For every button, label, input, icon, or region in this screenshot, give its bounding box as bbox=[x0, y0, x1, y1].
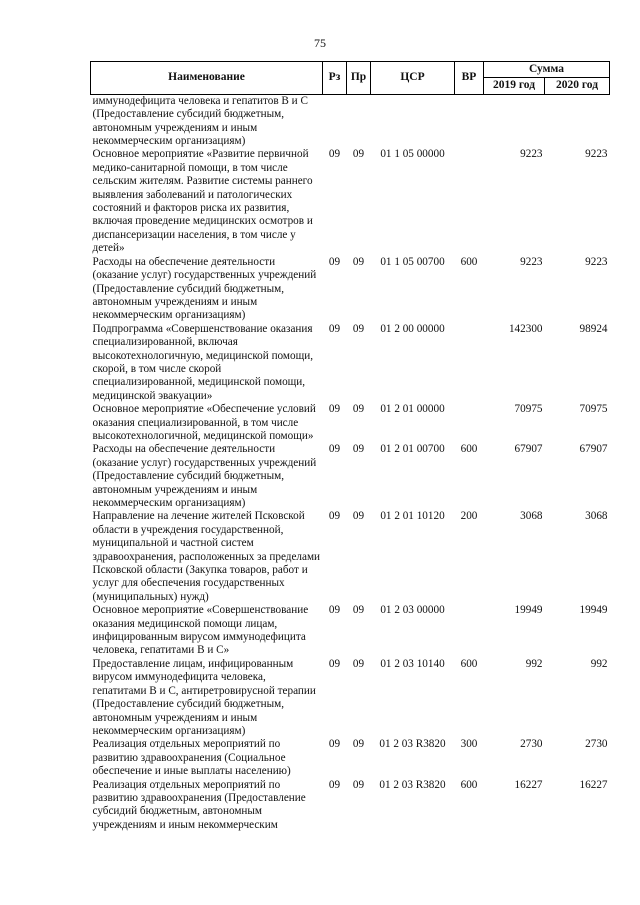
row-vr bbox=[455, 604, 484, 658]
row-rz: 09 bbox=[328, 403, 341, 416]
row-vr bbox=[455, 323, 484, 403]
table-row bbox=[91, 510, 610, 604]
row-vr: 600 bbox=[460, 778, 478, 791]
row-name: Направление на лечение жителей Псковской области в учреждения государственной, муниципальной и частной систем здравоохранения, расположенных за пределами Псковской области (Закупка товаров, работ и услуг для обеспечения государственных (муниципальных) нужд) bbox=[92, 510, 321, 603]
row-csr: 01 2 03 10140 bbox=[380, 657, 445, 670]
row-vr: 300 bbox=[460, 738, 478, 751]
row-name: Основное мероприятие «Совершенствование оказания медицинской помощи лицам, инфицированным вирусом иммунодефицита человека, гепатитами В и С» bbox=[92, 604, 309, 657]
row-vr bbox=[455, 148, 484, 255]
table-row bbox=[91, 323, 610, 403]
header-pr: Пр bbox=[347, 62, 371, 95]
row-pr bbox=[347, 94, 371, 148]
row-name: Реализация отдельных мероприятий по развитию здравоохранения (Социальное обеспечение и иные выплаты населению) bbox=[92, 738, 291, 778]
row-csr: 01 2 01 00700 bbox=[380, 443, 445, 456]
row-sum-2019 bbox=[484, 94, 545, 148]
row-pr: 09 bbox=[352, 510, 365, 523]
table-row bbox=[91, 738, 610, 778]
row-sum-2019: 992 bbox=[525, 657, 543, 670]
row-pr: 09 bbox=[352, 322, 365, 335]
row-sum-2019: 67907 bbox=[514, 443, 543, 456]
table-row bbox=[91, 604, 610, 658]
row-rz: 09 bbox=[328, 255, 341, 268]
row-name: Расходы на обеспечение деятельности (оказание услуг) государственных учреждений (Предоставление субсидий бюджетным, автономным учреждениям и иным некоммерческим организациям) bbox=[92, 255, 317, 322]
row-name: Предоставление лицам, инфицированным вирусом иммунодефицита человека, гепатитами В и С, антиретровирусной терапии (Предоставление субсидий бюджетным, автономным учреждениям и иным некоммерческим организациям) bbox=[92, 657, 316, 737]
row-csr: 01 2 03 R3820 bbox=[379, 778, 446, 791]
page-number: 75 bbox=[314, 36, 326, 50]
row-rz: 09 bbox=[328, 510, 341, 523]
row-sum-2019: 3068 bbox=[520, 510, 543, 523]
budget-table bbox=[90, 61, 610, 832]
row-name: Основное мероприятие «Развитие первичной медико-санитарной помощи, в том числе сельским жителям. Развитие системы раннего выявления заболеваний и патологических состояний и факторов риска их развития, включая проведение медицинских осмотров и диспансеризации населения, в том числе у детей» bbox=[92, 148, 313, 255]
row-sum-2019: 9223 bbox=[520, 148, 543, 161]
row-rz: 09 bbox=[328, 738, 341, 751]
row-pr: 09 bbox=[352, 148, 365, 161]
header-name: Наименование bbox=[91, 62, 323, 95]
row-sum-2019: 19949 bbox=[514, 604, 543, 617]
row-sum-2019: 2730 bbox=[520, 738, 543, 751]
row-sum-2020 bbox=[545, 94, 610, 148]
row-sum-2020: 19949 bbox=[579, 604, 608, 617]
row-rz: 09 bbox=[328, 778, 341, 791]
row-vr bbox=[455, 94, 484, 148]
header-sum: Сумма bbox=[484, 62, 610, 78]
row-csr: 01 2 01 00000 bbox=[380, 403, 445, 416]
row-pr: 09 bbox=[352, 255, 365, 268]
row-sum-2019: 142300 bbox=[508, 322, 543, 335]
row-csr: 01 2 01 10120 bbox=[380, 510, 445, 523]
row-sum-2020: 67907 bbox=[579, 443, 608, 456]
table-row bbox=[91, 94, 610, 148]
row-sum-2020: 992 bbox=[590, 657, 608, 670]
row-name: Расходы на обеспечение деятельности (оказание услуг) государственных учреждений (Предоставление субсидий бюджетным, автономным учреждениям и иным некоммерческим организациям) bbox=[92, 443, 317, 509]
table-row bbox=[91, 658, 610, 738]
table-row bbox=[91, 779, 610, 833]
row-vr bbox=[455, 403, 484, 443]
row-vr: 600 bbox=[460, 443, 478, 456]
table-row bbox=[91, 443, 610, 510]
row-vr: 600 bbox=[460, 657, 478, 670]
row-sum-2020: 3068 bbox=[585, 510, 608, 523]
row-csr bbox=[371, 94, 455, 148]
row-name: Основное мероприятие «Обеспечение условий оказания специализированной, в том числе высокотехнологичной, медицинской помощи» bbox=[92, 403, 316, 442]
row-pr: 09 bbox=[352, 443, 365, 456]
row-sum-2019: 9223 bbox=[520, 255, 543, 268]
row-csr: 01 1 05 00000 bbox=[380, 148, 445, 161]
header-year-2019: 2019 год bbox=[484, 78, 545, 94]
row-sum-2020: 9223 bbox=[585, 255, 608, 268]
row-pr: 09 bbox=[352, 604, 365, 617]
row-csr: 01 1 05 00700 bbox=[380, 255, 445, 268]
row-sum-2020: 98924 bbox=[579, 322, 608, 335]
row-csr: 01 2 00 00000 bbox=[380, 322, 445, 335]
row-pr: 09 bbox=[352, 657, 365, 670]
row-rz: 09 bbox=[328, 443, 341, 456]
row-name: иммунодефицита человека и гепатитов В и С (Предоставление субсидий бюджетным, автономным учреждениям и иным некоммерческим организациям) bbox=[92, 94, 308, 148]
table-row bbox=[91, 148, 610, 255]
row-pr: 09 bbox=[352, 738, 365, 751]
table-row bbox=[91, 403, 610, 443]
row-rz: 09 bbox=[328, 657, 341, 670]
row-pr: 09 bbox=[352, 778, 365, 791]
header-year-2020: 2020 год bbox=[545, 78, 610, 94]
row-name: Реализация отдельных мероприятий по развитию здравоохранения (Предоставление субсидий бюджетным, автономным учреждениям и иным некоммерческим bbox=[92, 778, 306, 831]
header-rz: Рз bbox=[323, 62, 347, 95]
row-sum-2020: 16227 bbox=[579, 778, 608, 791]
table-body bbox=[91, 94, 610, 832]
row-rz: 09 bbox=[328, 322, 341, 335]
table-header bbox=[91, 62, 610, 95]
row-csr: 01 2 03 R3820 bbox=[379, 738, 446, 751]
row-sum-2019: 70975 bbox=[514, 403, 543, 416]
row-csr: 01 2 03 00000 bbox=[380, 604, 445, 617]
row-sum-2020: 9223 bbox=[585, 148, 608, 161]
row-vr: 600 bbox=[460, 255, 478, 268]
row-sum-2019: 16227 bbox=[514, 778, 543, 791]
header-vr: ВР bbox=[455, 62, 484, 95]
table-row bbox=[91, 256, 610, 323]
header-csr: ЦСР bbox=[371, 62, 455, 95]
row-name: Подпрограмма «Совершенствование оказания специализированной, включая высокотехнологичную, медицинской помощи, скорой, в том числе скорой специализированной, медицинской помощи, медицинской эвакуации» bbox=[92, 322, 314, 402]
row-rz bbox=[323, 94, 347, 148]
row-rz: 09 bbox=[328, 604, 341, 617]
row-pr: 09 bbox=[352, 403, 365, 416]
row-rz: 09 bbox=[328, 148, 341, 161]
row-sum-2020: 2730 bbox=[585, 738, 608, 751]
row-vr: 200 bbox=[460, 510, 478, 523]
row-sum-2020: 70975 bbox=[579, 403, 608, 416]
